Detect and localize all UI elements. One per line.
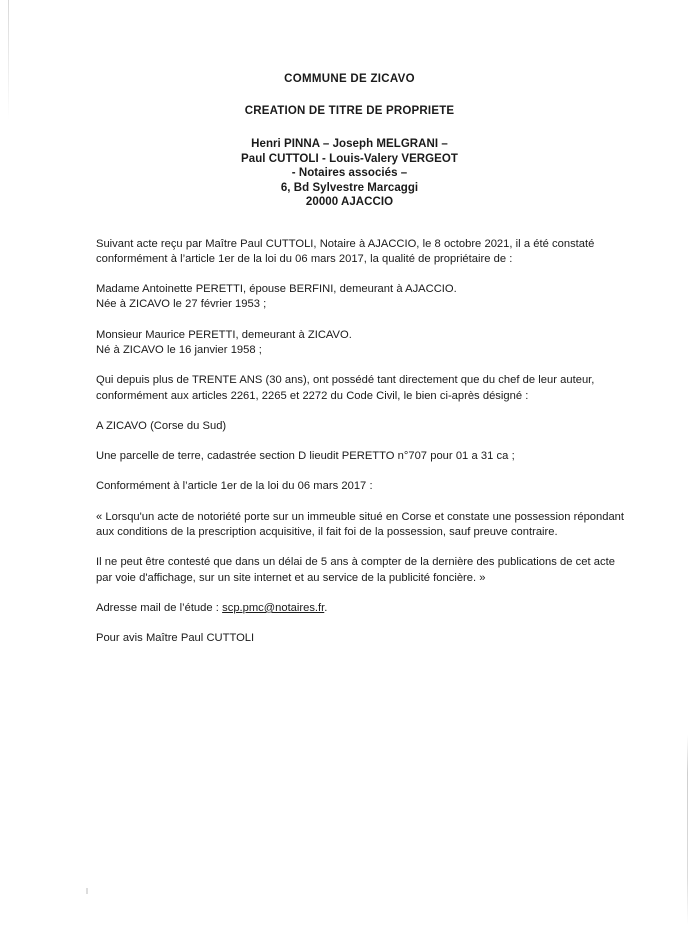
scan-artifact-right-line (687, 735, 688, 925)
email-line (96, 601, 637, 616)
notaries-line-1: Henri PINNA – Joseph MELGRANI – (251, 138, 448, 150)
document-content (0, 237, 699, 647)
notaries-line-3: - Notaires associés – (291, 167, 408, 179)
paragraph-possession-line-2: conformément aux articles 2261, 2265 et 2272 du Code Civil, le bien ci-après désigné : (96, 389, 529, 402)
page-title-document: CREATION DE TITRE DE PROPRIETE (244, 105, 455, 117)
page-title-commune: COMMUNE DE ZICAVO (284, 73, 415, 85)
paragraph-acte-recu-line-1: Suivant acte reçu par Maître Paul CUTTOLI, Notaire à AJACCIO, le 8 octobre 2021, il a été constaté (96, 237, 595, 250)
quote-contestation-line-2: par voie d'affichage, sur un site internet et au service de la publicité foncière. » (96, 571, 486, 584)
owner-antoinette-birth: Née à ZICAVO le 27 février 1953 ; (96, 298, 267, 311)
paragraph-possession-trente-ans (96, 373, 637, 404)
email-label: Adresse mail de l’étude : (96, 601, 223, 614)
owner-antoinette-name: Madame Antoinette PERETTI, épouse BERFINI, demeurant à AJACCIO. (96, 283, 457, 296)
paragraph-quote-notoriete (96, 510, 637, 541)
notaries-line-2: Paul CUTTOLI - Louis-Valery VERGEOT (241, 152, 458, 165)
paragraph-owner-antoinette (96, 282, 637, 313)
letterhead (0, 0, 699, 210)
owner-maurice-birth: Né à ZICAVO le 16 janvier 1958 ; (96, 343, 262, 356)
owner-maurice-name: Monsieur Maurice PERETTI, demeurant à ZICAVO. (96, 328, 352, 341)
notaries-address-city: 20000 AJACCIO (305, 196, 394, 208)
paragraph-parcel-description (96, 449, 637, 464)
paragraph-possession-line-1: Qui depuis plus de TRENTE ANS (30 ans), ont possédé tant directement que du chef de leur auteur, (96, 374, 595, 387)
paragraph-quote-contestation (96, 555, 637, 586)
paragraph-acte-recu-line-2: conformément à l’article 1er de la loi du 06 mars 2017, la qualité de propriétaire de : (96, 252, 513, 265)
quote-notoriete-line-2: aux conditions de la prescription acquisitive, il fait foi de la possession, sauf preuve contraire. (96, 526, 558, 539)
paragraph-signature (96, 631, 637, 646)
quote-contestation-line-1: Il ne peut être contesté que dans un délai de 5 ans à compter de la dernière des publications de cet acte (96, 556, 615, 569)
notaries-address-street: 6, Bd Sylvestre Marcaggi (280, 181, 419, 194)
paragraph-email (96, 601, 637, 616)
location-text: A ZICAVO (Corse du Sud) (96, 419, 227, 432)
signature-text: Pour avis Maître Paul CUTTOLI (96, 632, 255, 645)
quote-notoriete-line-1: « Lorsqu'un acte de notoriété porte sur un immeuble situé en Corse et constate une possession répondant (96, 510, 625, 523)
paragraph-location (96, 419, 637, 434)
email-link[interactable]: scp.pmc@notaires.fr (222, 601, 325, 614)
paragraph-law-reference (96, 479, 637, 494)
scan-artifact-speck (86, 888, 88, 894)
paragraph-acte-recu (96, 237, 637, 268)
parcel-text: Une parcelle de terre, cadastrée section D lieudit PERETTO n°707 pour 01 a 31 ca ; (96, 450, 515, 463)
notaries-block (0, 137, 699, 210)
paragraph-owner-maurice (96, 328, 637, 359)
email-period: . (324, 601, 328, 614)
law-reference-text: Conformément à l’article 1er de la loi du 06 mars 2017 : (96, 480, 373, 493)
